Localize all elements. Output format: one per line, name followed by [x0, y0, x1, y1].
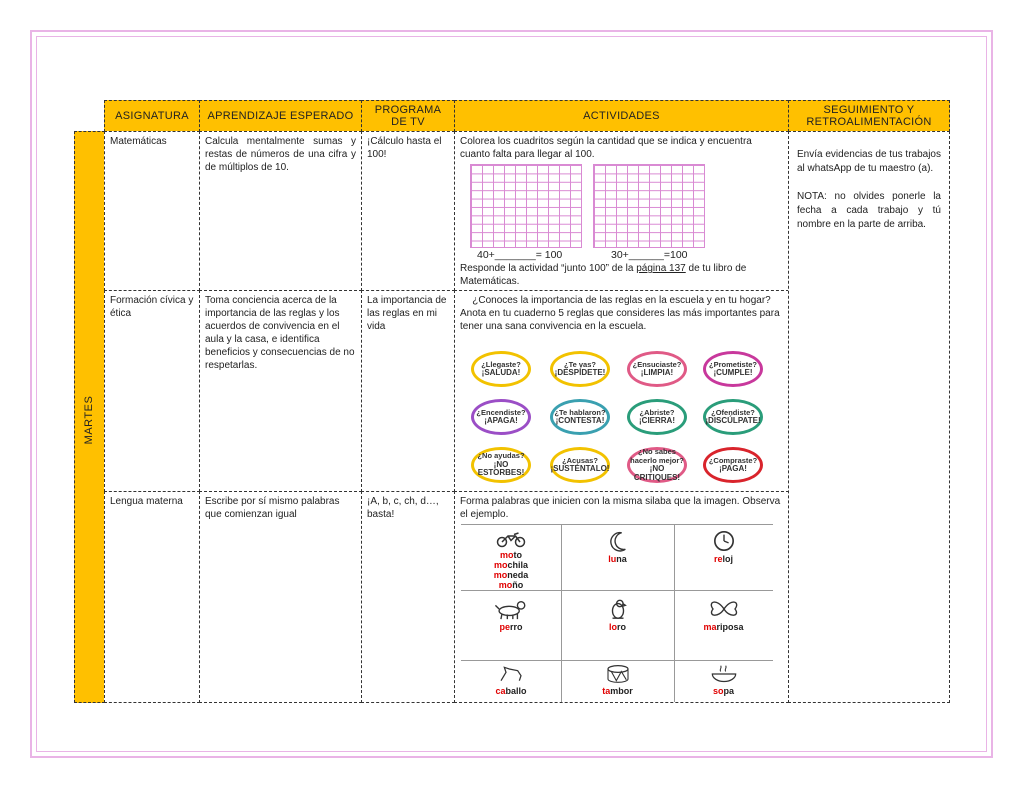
word-cell-example [461, 526, 561, 590]
page-link[interactable]: página 137 [636, 263, 686, 274]
rule-bubble-answer: ¡DESPÍDETE! [554, 368, 606, 377]
word-tambor: tambor [602, 686, 633, 696]
rule-bubble [703, 399, 763, 435]
row2-asignatura: Formación cívica y ética [104, 290, 200, 492]
header-programa-line1: PROGRAMA [374, 104, 442, 116]
header-asignatura: ASIGNATURA [104, 100, 200, 132]
rule-bubble [627, 399, 687, 435]
soup-icon [705, 664, 743, 684]
rule-bubble [550, 399, 610, 435]
rule-bubble [703, 447, 763, 483]
rule-bubble [550, 447, 610, 483]
row2-programa: La importancia de las reglas en mi vida [361, 290, 455, 492]
rule-bubble-answer: ¡CIERRA! [639, 416, 675, 425]
row3-programa: ¡A, b, c, ch, d…, basta! [361, 491, 455, 703]
rule-bubble-answer: ¡PAGA! [719, 464, 747, 473]
word-grid-line [461, 590, 773, 591]
seguimiento-p2: NOTA: no olvides ponerle la fecha a cada trabajo y tú nombre en la parte de arriba. [797, 191, 941, 230]
row1-asignatura: Matemáticas [104, 131, 200, 291]
rule-bubble-answer: ¡SALUDA! [481, 368, 521, 377]
word-cell-mariposa [674, 594, 773, 658]
row1-actividad-post [460, 262, 780, 288]
row1-actividad-intro: Colorea los cuadritos según la cantidad que se indica y encuentra cuanto falta para llegar al 100. [460, 136, 752, 160]
rules-bubbles [455, 347, 790, 493]
row3-asignatura: Lengua materna [104, 491, 200, 703]
day-label: MARTES [83, 395, 95, 445]
rule-bubble-question: ¿Llegaste? [481, 359, 521, 369]
word-grid [461, 524, 773, 702]
rule-bubble-question: ¿Te hablaron? [554, 407, 606, 417]
row1-aprendizaje: Calcula mentalmente sumas y restas de números de una cifra y de múltiplos de 10. [199, 131, 362, 291]
rule-bubble [550, 351, 610, 387]
day-column-label-wrap [74, 131, 105, 703]
rule-bubble-question: ¿Acusas? [562, 455, 598, 465]
word-cell-tambor [561, 664, 674, 702]
rule-bubble-question: ¿Compraste? [708, 455, 758, 465]
header-actividades: ACTIVIDADES [454, 100, 789, 132]
seguimiento-p1: Envía evidencias de tus trabajos al whatsApp de tu maestro (a). [797, 149, 941, 174]
rule-bubble-question: ¿Prometiste? [709, 359, 757, 369]
word-reloj: reloj [713, 554, 733, 564]
example-word-1: moto [500, 550, 522, 560]
rule-bubble [471, 351, 531, 387]
example-word-2: mochila [493, 560, 528, 570]
word-loro: loro [609, 622, 626, 632]
row1-actividad [454, 131, 789, 291]
dog-icon [492, 598, 530, 620]
example-word-3: moneda [493, 570, 529, 580]
row3-intro: Forma palabras que inicien con la misma silaba que la imagen. Observa el ejemplo. [460, 496, 781, 520]
word-cell-perro [461, 594, 561, 658]
rule-bubble-answer: ¡DISCÚLPATE! [705, 416, 761, 425]
motorcycle-icon [492, 530, 530, 548]
word-grid-line [461, 660, 773, 661]
hundred-grid-2 [593, 164, 705, 248]
rule-bubble [471, 399, 531, 435]
rule-bubble [703, 351, 763, 387]
drum-icon [599, 664, 637, 684]
header-seguimiento-line2: RETROALIMENTACIÓN [806, 116, 932, 128]
post-text-b: de tu libro de Matemáticas. [460, 263, 747, 287]
word-mariposa: mariposa [703, 622, 744, 632]
rule-bubble-question: ¿Ensuciaste? [632, 359, 682, 369]
seguimiento-cell [788, 131, 950, 703]
header-seguimiento [788, 100, 950, 132]
word-cell-loro [561, 594, 674, 658]
horse-icon [492, 664, 530, 684]
rule-bubble-question: ¿Ofendiste? [711, 407, 755, 417]
row2-question: ¿Conoces la importancia de las reglas en la escuela y en tu hogar? [472, 295, 771, 306]
header-programa [361, 100, 455, 132]
word-cell-luna [561, 526, 674, 590]
hundred-grid-1 [470, 164, 582, 248]
word-caballo: caballo [495, 686, 527, 696]
word-grid-line [461, 524, 773, 525]
header-programa-line2: DE TV [391, 116, 425, 128]
row2-task: Anota en tu cuaderno 5 reglas que consideres las más importantes para tener una sana convivencia en la escuela. [460, 308, 780, 332]
word-cell-sopa [674, 664, 773, 702]
word-cell-caballo [461, 664, 561, 702]
word-sopa: sopa [712, 686, 735, 696]
sum-2: 30+______=100 [611, 249, 688, 261]
row1-programa: ¡Cálculo hasta el 100! [361, 131, 455, 291]
rule-bubble-answer: ¡SUSTÉNTALO! [550, 464, 610, 473]
word-perro: perro [499, 622, 523, 632]
post-text-a: Responde la actividad “junto 100” de la [460, 263, 637, 274]
header-seguimiento-line1: SEGUIMIENTO Y [823, 104, 915, 116]
rule-bubble-answer: ¡CUMPLE! [713, 368, 753, 377]
header-aprendizaje: APRENDIZAJE ESPERADO [199, 100, 362, 132]
sum-1: 40+_______= 100 [477, 249, 563, 261]
row3-aprendizaje: Escribe por sí mismo palabras que comienzan igual [199, 491, 362, 703]
moon-icon [599, 530, 637, 552]
row3-actividad [454, 491, 789, 703]
rule-bubble-question: ¿No ayudas? [477, 451, 525, 461]
rule-bubble-question: ¿Abriste? [639, 407, 675, 417]
butterfly-icon [705, 598, 743, 620]
rule-bubble-question: ¿No sabes hacerlo mejor? [630, 447, 684, 465]
rule-bubble-question: ¿Encendiste? [476, 407, 526, 417]
example-word-4: moño [498, 580, 524, 590]
clock-icon [705, 530, 743, 552]
parrot-icon [599, 598, 637, 620]
word-luna: luna [608, 554, 627, 564]
rule-bubble [627, 447, 687, 483]
rule-bubble-answer: ¡LIMPIA! [640, 368, 674, 377]
rule-bubble [627, 351, 687, 387]
rule-bubble-question: ¿Te vas? [564, 359, 596, 369]
row2-actividad [454, 290, 789, 492]
rule-bubble-answer: ¡CONTESTA! [555, 416, 605, 425]
row2-aprendizaje: Toma conciencia acerca de la importancia de las reglas y los acuerdos de convivencia en el aula y la casa, e identifica beneficios y consecuencias de no respetarlas. [199, 290, 362, 492]
rule-bubble-answer: ¡NO ESTORBES! [477, 459, 525, 478]
rule-bubble [471, 447, 531, 483]
rule-bubble-answer: ¡NO CRITIQUES! [633, 464, 681, 482]
rule-bubble-answer: ¡APAGA! [484, 416, 518, 425]
word-cell-reloj [674, 526, 773, 590]
